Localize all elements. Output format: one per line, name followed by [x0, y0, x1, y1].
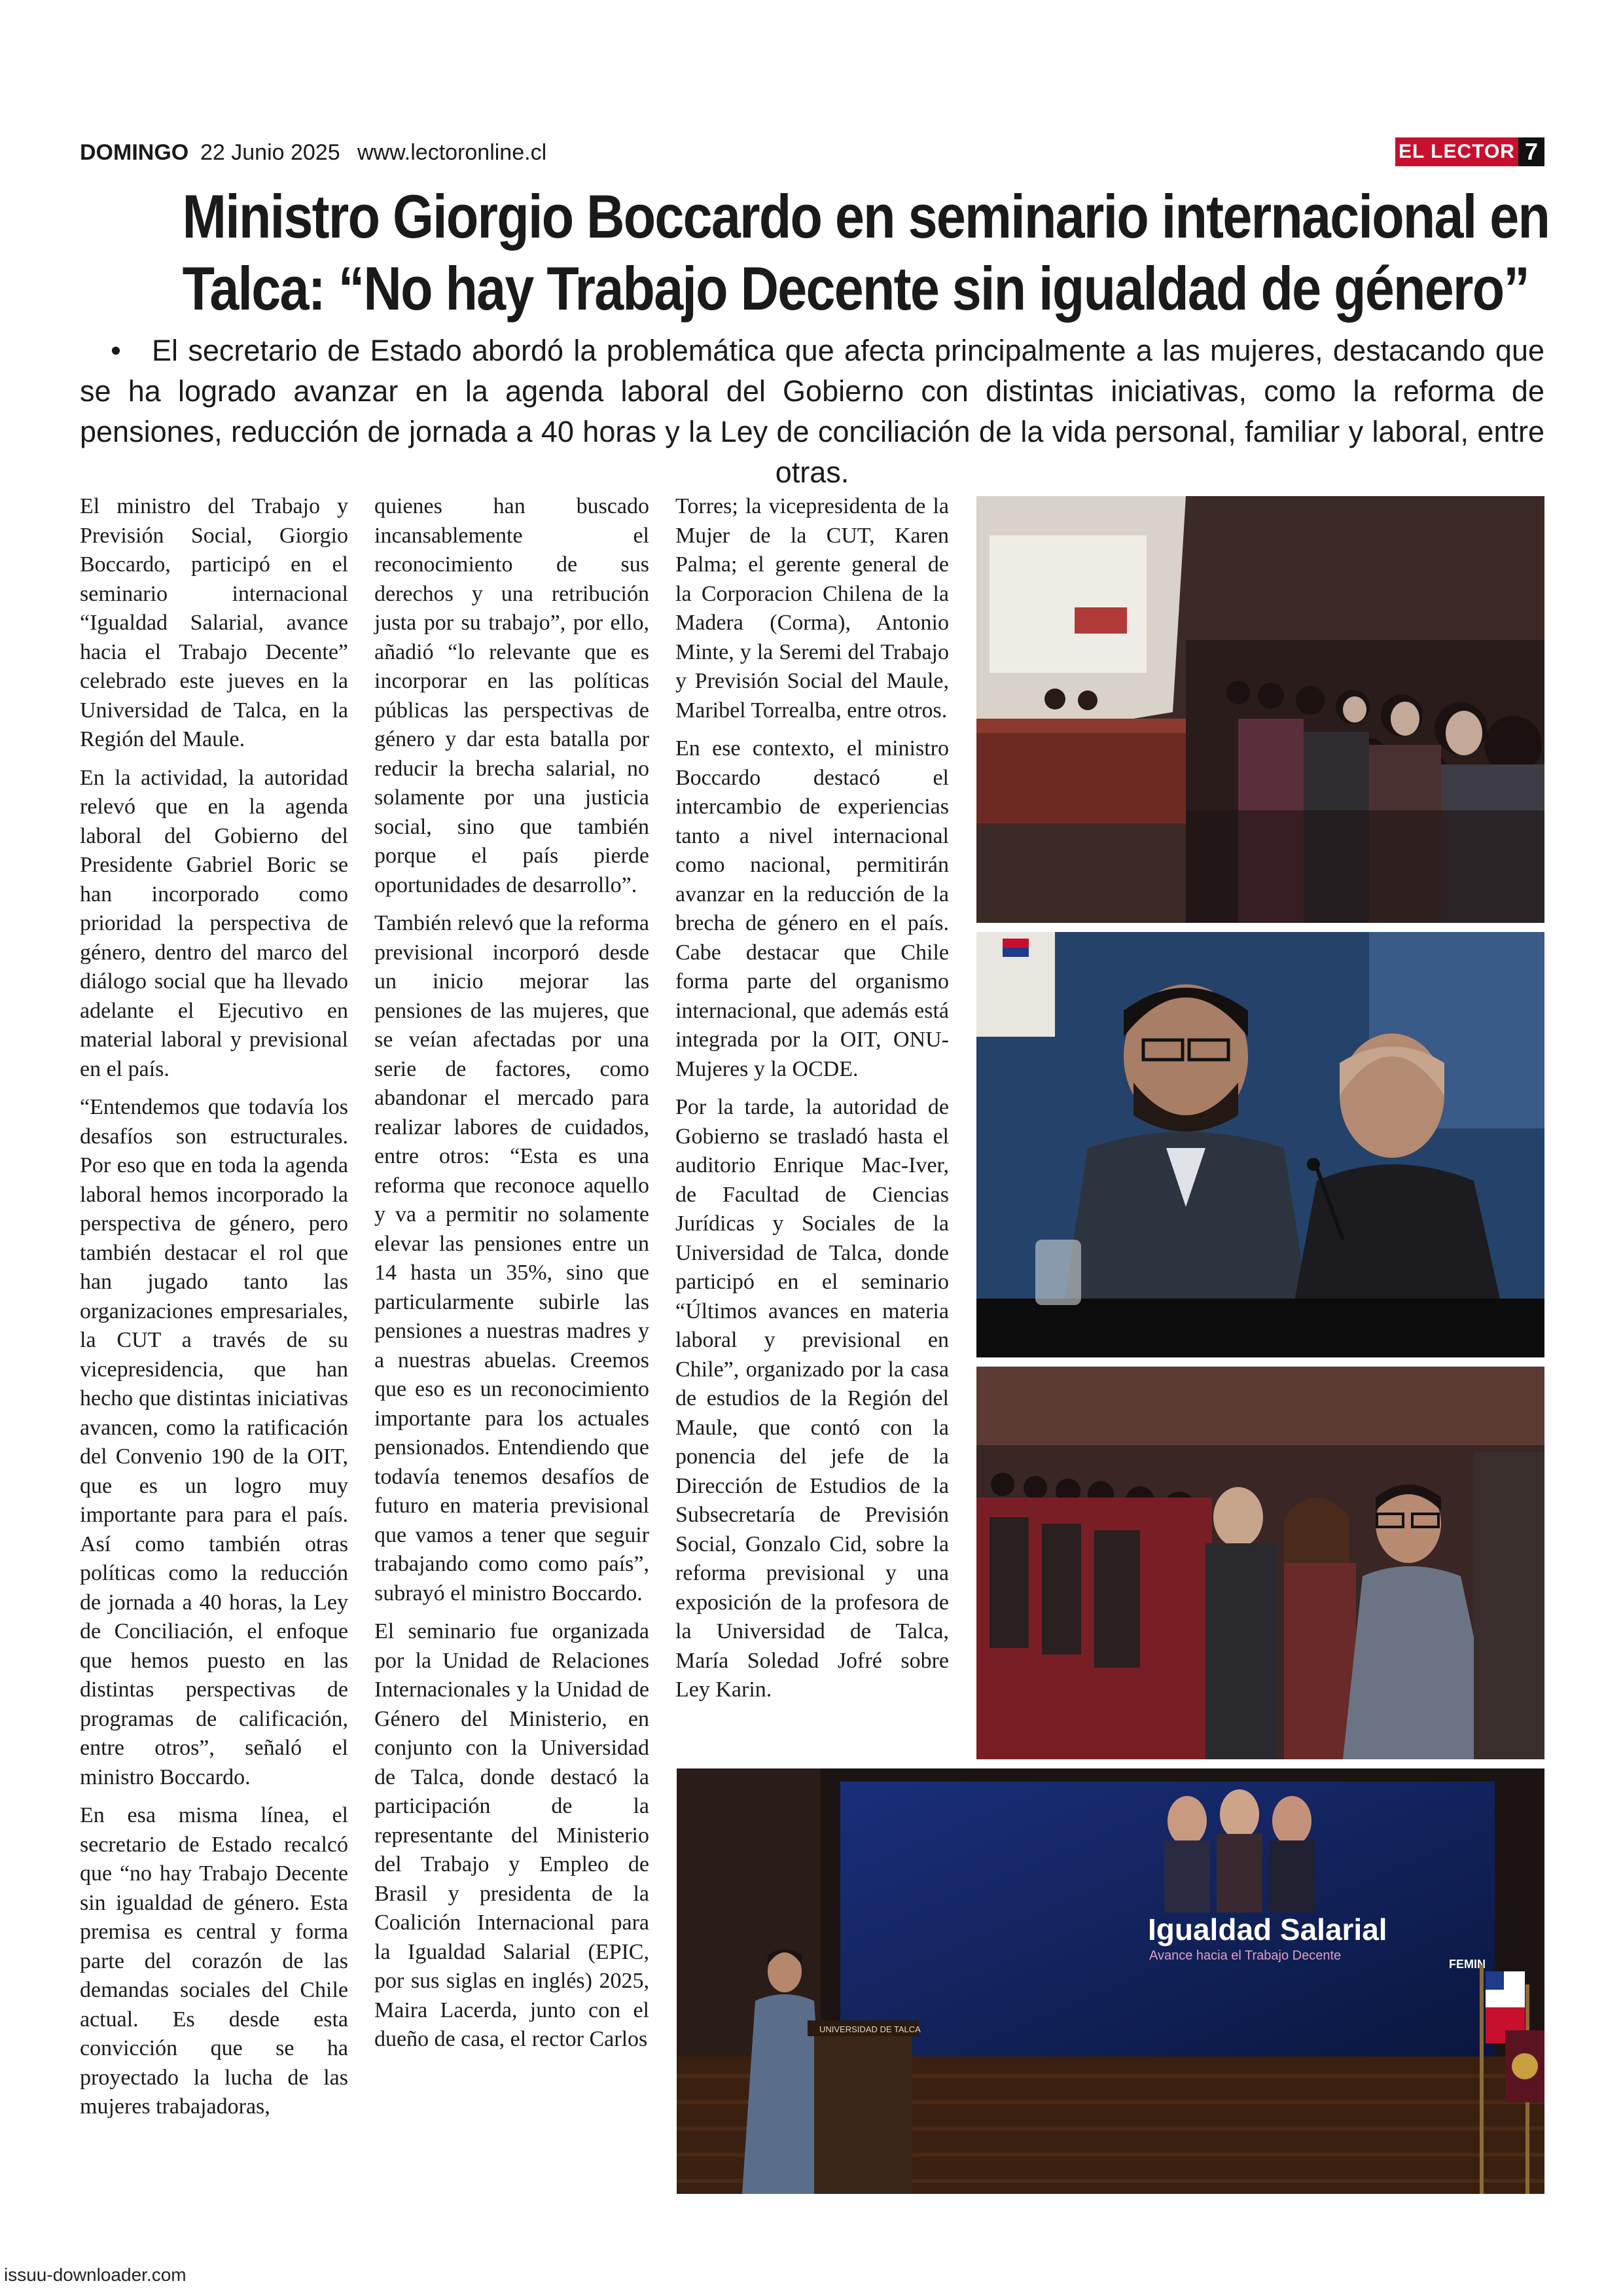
paragraph: En la actividad, la autoridad relevó que en la agenda laboral del Gobierno del Presidente Gabriel Boric se han incorporado como prioridad la perspectiva de género, dentro del marco del diálogo social que ha llevado adelante el Ejecutivo en material laboral y previsional en el país.	[80, 765, 348, 1081]
speaker-podium-illustration	[677, 1768, 1544, 2194]
podium-label: UNIVERSIDAD DE TALCA	[819, 2024, 921, 2034]
paragraph: En esa misma línea, el secretario de Estado recalcó que “no hay Trabajo Decente sin igualdad de género. Esta premisa es central y forma parte del corazón de las demandas sociales del Chile actual. Es desde esta convicción que se ha proyectado la lucha de las mujeres trabajadoras,	[80, 1803, 348, 2119]
header-url[interactable]: www.lectoronline.cl	[357, 140, 547, 165]
body-column-2	[374, 492, 649, 2064]
screen-title: Igualdad Salarial	[1148, 1912, 1387, 1946]
page-number: 7	[1518, 137, 1544, 166]
minister-speaking-illustration	[976, 932, 1544, 1357]
header-day: DOMINGO	[80, 140, 189, 165]
photo-minister-speaking	[976, 932, 1544, 1357]
paragraph: El ministro del Trabajo y Previsión Social, Giorgio Boccardo, participó en el seminario internacional “Igualdad Salarial, avance hacia el Trabajo Decente” celebrado este jueves en la Universidad de Talca, en la Región del Maule.	[80, 494, 348, 751]
paragraph: Torres; la vicepresidenta de la Mujer de la CUT, Karen Palma; el gerente general de la Corporacion Chilena de la Madera (Corma), Antonio Minte, y la Seremi del Trabajo y Previsión Social del Maule, Maribel Torrealba, entre otros.	[675, 494, 949, 723]
photo-auditorium-audience	[976, 496, 1544, 923]
article-lead	[80, 331, 1544, 493]
paragraph: Por la tarde, la autoridad de Gobierno se trasladó hasta el auditorio Enrique Mac-Iver, de Facultad de Ciencias Jurídicas y Sociales de la Universidad de Talca, donde participó en el seminario “Últimos avances en materia laboral y previsional en Chile”, organizado por la casa de estudios de la Región del Maule, que contó con la ponencia del jefe de la Dirección de Estudios de la Subsecretaría de Previsión Social, Gonzalo Cid, sobre la reforma previsional y una exposición de la profesora de la Universidad de Talca, María Soledad Jofré sobre Ley Karin.	[675, 1095, 949, 1702]
header-date: 22 Junio 2025	[200, 140, 340, 165]
paragraph: “Entendemos que todavía los desafíos son estructurales. Por eso que en toda la agenda laboral hemos incorporado la perspectiva de género, pero también destacar el rol que han jugado tanto las organizaciones empresariales, la CUT a través de su vicepresidencia, que han hecho que distintas iniciativas avancen, como la ratificación del Convenio 190 de la OIT, que es un logro muy importante para para el país. Así como también otras políticas como la reducción de jornada a 40 horas, la Ley de Conciliación, el enfoque que hemos puesto en las distintas perspectivas de programas de calificación, entre otros”, señaló el ministro Boccardo.	[80, 1095, 348, 1789]
newspaper-logo: EL LECTOR	[1395, 137, 1518, 166]
article-headline	[182, 181, 1550, 325]
paragraph: En ese contexto, el ministro Boccardo destacó el intercambio de experiencias tanto a nivel internacional como nacional, permitirán avanzar en la reducción de la brecha de género en el país. Cabe destacar que Chile forma parte del organismo internacional, que además está integrada por la OIT, ONU-Mujeres y la OCDE.	[675, 736, 949, 1081]
photo-audience-seated	[976, 1367, 1544, 1759]
footer-source: issuu-downloader.com	[4, 2265, 187, 2285]
page-header	[80, 137, 1544, 170]
headline-line-1: Ministro Giorgio Boccardo en seminario internacional en	[182, 182, 1550, 251]
paragraph: El seminario fue organizada por la Unidad de Relaciones Internacionales y la Unidad de Género del Ministerio, en conjunto con la Universidad de Talca, donde destacó la participación de la representante del Ministerio del Trabajo y Empleo de Brasil y presidenta de la Coalición Internacional para la Igualdad Salarial (EPIC, por sus siglas en inglés) 2025, Maira Lacerda, junto con el dueño de casa, el rector Carlos	[374, 1619, 649, 2051]
paragraph: quienes han buscado incansablemente el reconocimiento de sus derechos y una retribución justa por su trabajo”, por ello, añadió “lo relevante que es incorporar en las políticas públicas las perspectivas de género y dar esta batalla por reducir la brecha salarial, no solamente por una justicia social, sino que también porque el país pierde oportunidades de desarrollo”.	[374, 494, 649, 897]
body-column-3	[675, 492, 949, 1714]
body-column-1	[80, 492, 348, 2131]
audience-seated-illustration	[976, 1367, 1544, 1759]
screen-badge: FEMIN	[1449, 1958, 1486, 1971]
lead-text: El secretario de Estado abordó la problemática que afecta principalmente a las mujeres, destacando que se ha logrado avanzar en la agenda laboral del Gobierno con distintas iniciativas, como la reforma de pensiones, reducción de jornada a 40 horas y la Ley de conciliación de la vida personal, familiar y laboral, entre otras.	[80, 334, 1544, 489]
screen-subtitle: Avance hacia el Trabajo Decente	[1149, 1948, 1342, 1963]
auditorium-audience-illustration	[976, 496, 1544, 923]
lead-bullet: •	[111, 334, 121, 367]
headline-line-2: Talca: “No hay Trabajo Decente sin igualdad de género”	[182, 254, 1529, 323]
photo-speaker-podium	[677, 1768, 1544, 2194]
paragraph: También relevó que la reforma previsional incorporó desde un inicio mejorar las pensiones de las mujeres, que se veían afectadas por una serie de factores, como abandonar el mercado para realizar labores de cuidados, entre otros: “Esta es una reforma que reconoce aquello y va a permitir no solamente elevar las pensiones entre un 14 hasta un 35%, sino que particularmente subirle las pensiones a nuestras madres y a nuestras abuelas. Creemos que eso es un reconocimiento importante para los actuales pensionados. Entendiendo que todavía tenemos desafíos de futuro en materia previsional que vamos a tener que seguir trabajando como como país”, subrayó el ministro Boccardo.	[374, 911, 649, 1605]
